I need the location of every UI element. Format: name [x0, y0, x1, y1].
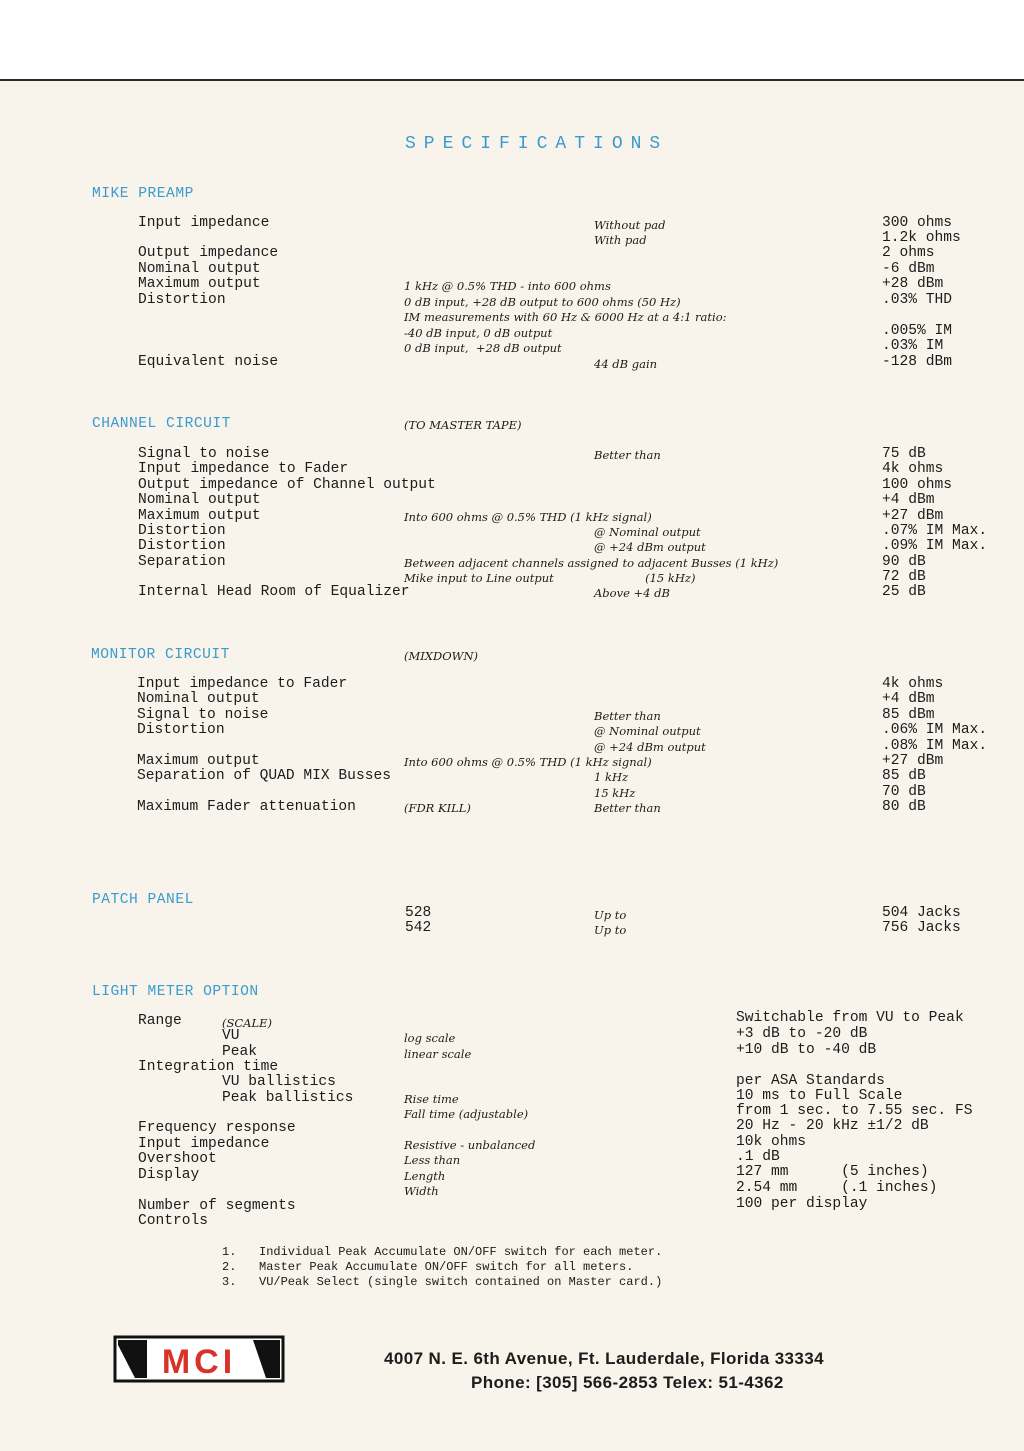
spec-note: Length	[404, 1169, 446, 1183]
spec-value: 127 mm (5 inches)	[736, 1164, 929, 1180]
spec-label: Overshoot	[138, 1151, 217, 1167]
spec-label: Maximum Fader attenuation	[137, 799, 356, 815]
spec-condition: Mike input to Line output (15 kHz)	[404, 571, 696, 585]
spec-value: .005% IM	[882, 323, 953, 339]
spec-note: linear scale	[404, 1047, 472, 1061]
spec-label: Peak	[222, 1044, 258, 1060]
spec-note: (SCALE)	[222, 1016, 272, 1030]
spec-label: Separation of QUAD MIX Busses	[137, 768, 391, 784]
spec-value: 20 Hz - 20 kHz ±1/2 dB	[736, 1118, 929, 1134]
spec-note: Above +4 dB	[594, 586, 670, 600]
spec-note: Fall time (adjustable)	[404, 1107, 529, 1121]
spec-value: 85 dB	[882, 768, 926, 784]
company-phone: Phone: [305] 566-2853 Telex: 51-4362	[471, 1373, 784, 1392]
spec-label: Internal Head Room of Equalizer	[138, 584, 410, 600]
spec-note: Resistive - unbalanced	[404, 1138, 536, 1152]
spec-label: Integration time	[138, 1059, 279, 1075]
spec-value: per ASA Standards	[736, 1073, 885, 1089]
spec-note: Less than	[404, 1153, 461, 1167]
spec-note: @ Nominal output	[594, 724, 701, 738]
spec-label: Separation	[138, 554, 226, 570]
mci-logo	[113, 1335, 285, 1383]
spec-condition: Between adjacent channels assigned to adjacent Busses (1 kHz)	[404, 556, 779, 570]
spec-note: Without pad	[594, 218, 666, 232]
spec-value: 4k ohms	[882, 676, 944, 692]
section-subtitle: (MIXDOWN)	[404, 649, 479, 663]
spec-condition: (FDR KILL)	[404, 801, 471, 815]
patch-model: 528	[405, 905, 432, 921]
spec-value: -128 dBm	[882, 354, 953, 370]
spec-value: .06% IM Max.	[882, 722, 988, 738]
spec-value: 80 dB	[882, 799, 926, 815]
page-title: SPECIFICATIONS	[405, 134, 669, 154]
spec-note: Better than	[594, 448, 661, 462]
spec-note: Up to	[594, 908, 627, 922]
spec-label: Output impedance of Channel output	[138, 477, 436, 493]
spec-value: .03% THD	[882, 292, 953, 308]
section-heading-patch-panel: PATCH PANEL	[92, 892, 194, 908]
spec-condition: -40 dB input, 0 dB output	[404, 326, 553, 340]
control-number: 2.	[222, 1260, 237, 1274]
spec-value: 72 dB	[882, 569, 926, 585]
patch-model: 542	[405, 920, 432, 936]
spec-value: 75 dB	[882, 446, 926, 462]
spec-label: Frequency response	[138, 1120, 296, 1136]
spec-value: 4k ohms	[882, 461, 944, 477]
spec-label: Output impedance	[138, 245, 279, 261]
spec-condition: 0 dB input, +28 dB output to 600 ohms (50 Hz)	[404, 295, 681, 309]
spec-value: +3 dB to -20 dB	[736, 1026, 868, 1042]
spec-value: 10 ms to Full Scale	[736, 1088, 903, 1104]
section-heading-light-meter: LIGHT METER OPTION	[92, 984, 259, 1000]
spec-label: Nominal output	[138, 492, 261, 508]
spec-note: 44 dB gain	[594, 357, 658, 371]
spec-value: 2.54 mm (.1 inches)	[736, 1180, 938, 1196]
spec-label: Display	[138, 1167, 200, 1183]
spec-value: .07% IM Max.	[882, 523, 988, 539]
company-address: 4007 N. E. 6th Avenue, Ft. Lauderdale, Florida 33334	[384, 1349, 824, 1368]
spec-note: log scale	[404, 1031, 456, 1045]
spec-condition: Into 600 ohms @ 0.5% THD (1 kHz signal)	[404, 755, 652, 769]
spec-value: .03% IM	[882, 338, 944, 354]
spec-value: -6 dBm	[882, 261, 935, 277]
spec-value: 756 Jacks	[882, 920, 961, 936]
spec-value: Switchable from VU to Peak	[736, 1010, 964, 1026]
section-heading-mike-preamp: MIKE PREAMP	[92, 186, 194, 202]
svg-text:MCI: MCI	[161, 1343, 237, 1381]
spec-value: +27 dBm	[882, 508, 944, 524]
spec-value: 100 per display	[736, 1196, 868, 1212]
spec-value: .09% IM Max.	[882, 538, 988, 554]
spec-value: 85 dBm	[882, 707, 935, 723]
spec-label: VU	[222, 1028, 240, 1044]
spec-value: +27 dBm	[882, 753, 944, 769]
spec-label: Maximum output	[137, 753, 260, 769]
spec-label: Nominal output	[137, 691, 260, 707]
spec-label: Equivalent noise	[138, 354, 279, 370]
spec-label: Input impedance to Fader	[138, 461, 349, 477]
spec-value: 300 ohms	[882, 215, 953, 231]
spec-label: Distortion	[138, 523, 226, 539]
spec-value: +28 dBm	[882, 276, 944, 292]
section-heading-monitor-circuit: MONITOR CIRCUIT	[91, 647, 230, 663]
spec-value: +10 dB to -40 dB	[736, 1042, 877, 1058]
spec-note: Better than	[594, 801, 661, 815]
spec-label: Nominal output	[138, 261, 261, 277]
spec-label: Maximum output	[138, 508, 261, 524]
spec-note: Up to	[594, 923, 627, 937]
control-text: Individual Peak Accumulate ON/OFF switch for each meter.	[259, 1245, 663, 1259]
spec-note: @ +24 dBm output	[594, 740, 706, 754]
spec-note: 15 kHz	[594, 786, 636, 800]
spec-label: VU ballistics	[222, 1074, 336, 1090]
spec-value: 10k ohms	[736, 1134, 807, 1150]
control-text: VU/Peak Select (single switch contained on Master card.)	[259, 1275, 663, 1289]
spec-label: Signal to noise	[137, 707, 269, 723]
control-number: 3.	[222, 1275, 237, 1289]
spec-label: Number of segments	[138, 1198, 296, 1214]
spec-label: Maximum output	[138, 276, 261, 292]
spec-value: 90 dB	[882, 554, 926, 570]
spec-label: Peak ballistics	[222, 1090, 354, 1106]
spec-label: Controls	[138, 1213, 209, 1229]
spec-condition: Into 600 ohms @ 0.5% THD (1 kHz signal)	[404, 510, 652, 524]
spec-note: @ +24 dBm output	[594, 540, 706, 554]
control-number: 1.	[222, 1245, 237, 1259]
spec-value: .1 dB	[736, 1149, 780, 1165]
spec-value: 1.2k ohms	[882, 230, 961, 246]
spec-value: 70 dB	[882, 784, 926, 800]
spec-condition: 0 dB input, +28 dB output	[404, 341, 562, 355]
spec-value: 504 Jacks	[882, 905, 961, 921]
spec-label: Input impedance	[138, 1136, 270, 1152]
spec-value: +4 dBm	[882, 691, 935, 707]
spec-value: 100 ohms	[882, 477, 953, 493]
spec-value: from 1 sec. to 7.55 sec. FS	[736, 1103, 973, 1119]
spec-label: Distortion	[138, 292, 226, 308]
spec-label: Input impedance to Fader	[137, 676, 348, 692]
spec-note: Better than	[594, 709, 661, 723]
spec-label: Range	[138, 1013, 182, 1029]
spec-label: Signal to noise	[138, 446, 270, 462]
control-text: Master Peak Accumulate ON/OFF switch for all meters.	[259, 1260, 634, 1274]
spec-condition: IM measurements with 60 Hz & 6000 Hz at a 4:1 ratio:	[404, 310, 727, 324]
section-subtitle: (TO MASTER TAPE)	[404, 418, 522, 432]
spec-value: .08% IM Max.	[882, 738, 988, 754]
spec-note: With pad	[594, 233, 647, 247]
spec-condition: 1 kHz @ 0.5% THD - into 600 ohms	[404, 279, 611, 293]
spec-note: 1 kHz	[594, 770, 629, 784]
spec-note: Rise time	[404, 1092, 459, 1106]
spec-value: 25 dB	[882, 584, 926, 600]
spec-label: Distortion	[138, 538, 226, 554]
spec-value: 2 ohms	[882, 245, 935, 261]
spec-label: Distortion	[137, 722, 225, 738]
spec-label: Input impedance	[138, 215, 270, 231]
spec-value: +4 dBm	[882, 492, 935, 508]
spec-note: @ Nominal output	[594, 525, 701, 539]
spec-note: Width	[404, 1184, 439, 1198]
section-heading-channel-circuit: CHANNEL CIRCUIT	[92, 416, 231, 432]
